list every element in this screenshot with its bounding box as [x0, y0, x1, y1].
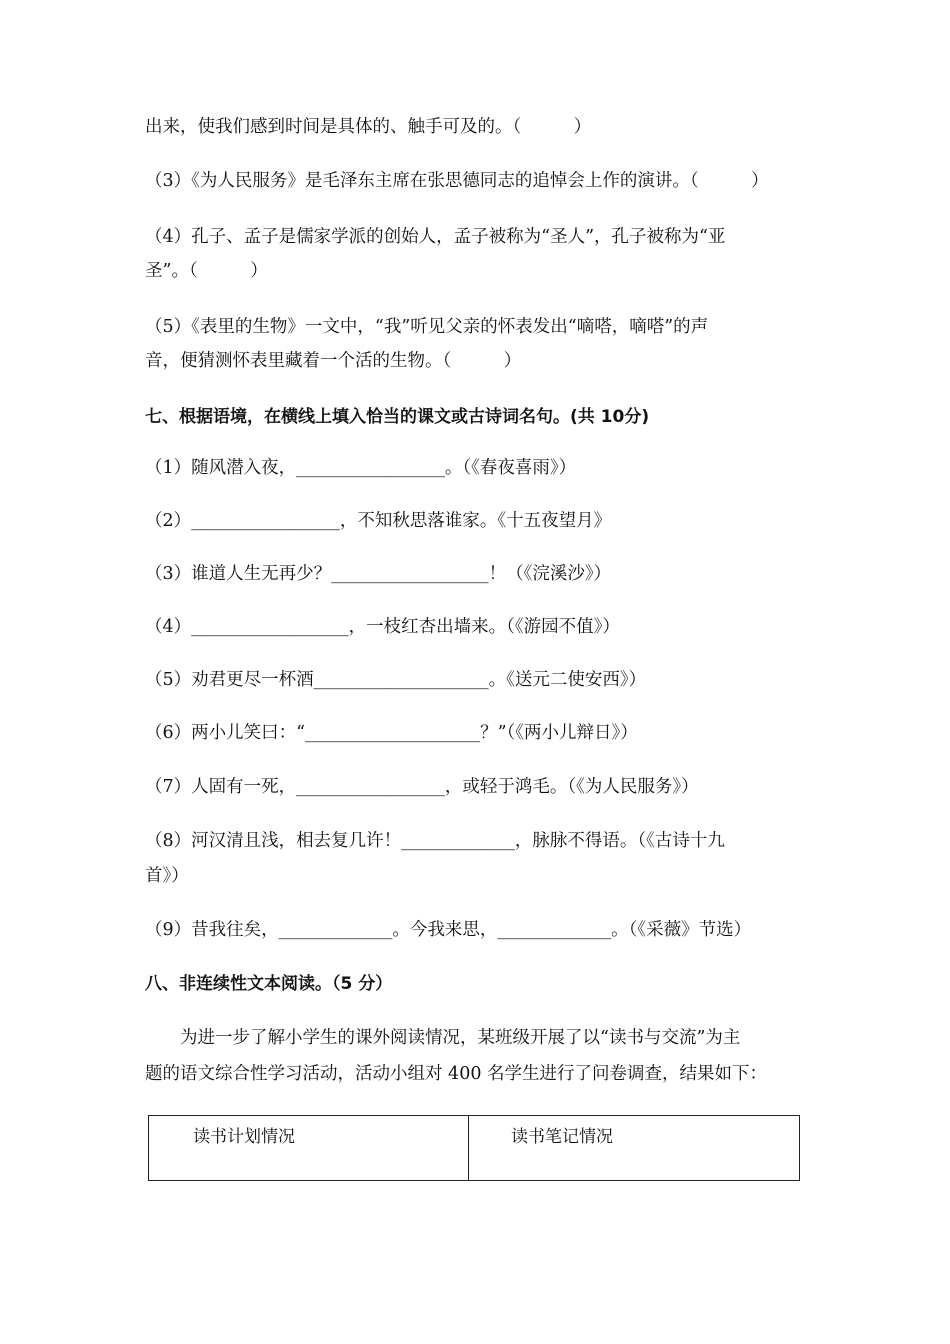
section-heading-8: 八、非连续性文本阅读。（5 分）	[145, 974, 393, 994]
survey-table	[148, 1115, 800, 1181]
text-line: 出来，使我们感到时间是具体的、触手可及的。（ ）	[145, 117, 592, 137]
fill-item-8: （8）河汉清且浅，相去复几许！_____________，脉脉不得语。（《古诗十九	[145, 831, 725, 851]
table-header-reading-notes: 读书笔记情况	[511, 1127, 613, 1147]
section-heading-7: 七、根据语境，在横线上填入恰当的课文或古诗词名句。(共 10分)	[145, 407, 650, 427]
fill-item-3: （3）谁道人生无再少？__________________！（《浣溪沙》）	[145, 564, 612, 584]
judgement-item-5-continued: 音，便猜测怀表里藏着一个活的生物。（ ）	[145, 351, 522, 371]
table-row	[149, 1116, 800, 1181]
paragraph-line-1: 为进一步了解小学生的课外阅读情况，某班级开展了以“读书与交流”为主	[145, 1028, 741, 1048]
fill-item-2: （2）_________________，不知秋思落谁家。《十五夜望月》	[145, 511, 612, 531]
fill-item-9: （9）昔我往矣，_____________。今我来思，_____________。（《采薇》节选）	[145, 920, 752, 940]
table-cell	[469, 1116, 800, 1181]
fill-item-7: （7）人固有一死，_________________，或轻于鸿毛。（《为人民服务》）	[145, 777, 699, 797]
table-header-reading-plan: 读书计划情况	[193, 1127, 295, 1147]
fill-item-4: （4）__________________，一枝红杏出墙来。（《游园不值》）	[145, 617, 620, 637]
fill-item-5: （5）劝君更尽一杯酒____________________。《送元二使安西》）	[145, 670, 647, 690]
judgement-item-5: （5）《表里的生物》一文中，“我”听见父亲的怀表发出“嘀嗒，嘀嗒”的声	[145, 317, 709, 337]
fill-item-8-continued: 首》）	[145, 866, 189, 886]
fill-item-1: （1）随风潜入夜，_________________。（《春夜喜雨》）	[145, 458, 577, 478]
judgement-item-4-continued: 圣”。（ ）	[145, 261, 268, 281]
judgement-item-4: （4）孔子、孟子是儒家学派的创始人，孟子被称为“圣人”，孔子被称为“亚	[145, 227, 726, 247]
fill-item-6: （6）两小儿笑曰：“____________________？”（《两小儿辩日》）	[145, 723, 638, 743]
table-cell	[149, 1116, 469, 1181]
judgement-item-3: （3）《为人民服务》是毛泽东主席在张思德同志的追悼会上作的演讲。（ ）	[145, 171, 769, 191]
paragraph-line-2: 题的语文综合性学习活动，活动小组对 400 名学生进行了问卷调查，结果如下：	[145, 1064, 768, 1084]
